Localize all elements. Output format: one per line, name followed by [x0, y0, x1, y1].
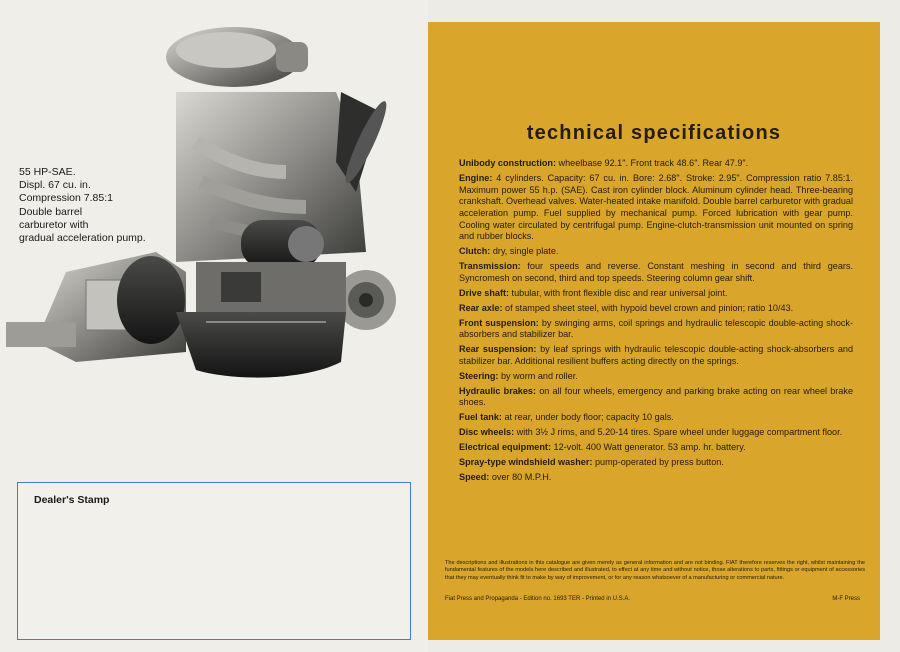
- spec-text: on all four wheels, emergency and parking brake acting on rear wheel brake shoes.: [459, 385, 854, 408]
- spec-text: of stamped sheet steel, with hypoid bevel crown and pinion; ratio 10/43.: [502, 302, 794, 313]
- spec-item: [459, 173, 853, 243]
- spec-text: tubular, with front flexible disc and rear universal joint.: [509, 287, 728, 298]
- spec-item: [459, 457, 853, 469]
- spec-label: Disc wheels:: [459, 427, 515, 438]
- spec-label: Hydraulic brakes:: [459, 385, 536, 396]
- spec-item: [459, 412, 853, 424]
- spec-label: Electrical equipment:: [459, 442, 551, 453]
- spec-item: [459, 472, 853, 484]
- spec-text: pump-operated by press button.: [592, 456, 724, 467]
- spec-item: [459, 371, 853, 383]
- spec-label: Steering:: [459, 370, 499, 381]
- spec-text: by worm and roller.: [498, 370, 578, 381]
- spec-item: [459, 427, 853, 439]
- spec-text: by leaf springs with hydraulic telescopic double-acting shock-absorbers and stabilizer bar. Additional resilient buffers acting directly on the springs.: [459, 344, 853, 366]
- spec-text: over 80 M.P.H.: [489, 471, 552, 482]
- specifications-panel: [428, 22, 880, 640]
- spec-item: [459, 386, 853, 409]
- specs-title: technical specifications: [526, 122, 782, 144]
- spec-text: with 3½ J rims, and 5.20-14 tires. Spare wheel under luggage compartment floor.: [514, 427, 843, 438]
- printer-footer: M-F Press: [832, 596, 860, 602]
- spec-label: Front suspension:: [459, 317, 539, 328]
- spec-text: at rear, under body floor; capacity 10 gals.: [501, 412, 674, 423]
- dealer-stamp-label: Dealer's Stamp: [34, 494, 110, 506]
- spec-item: [459, 158, 853, 170]
- spec-label: Rear suspension:: [459, 344, 537, 355]
- spec-text: dry, single plate.: [490, 246, 559, 257]
- spec-label: Speed:: [459, 471, 490, 482]
- spec-label: Fuel tank:: [459, 412, 502, 423]
- spec-label: Spray-type windshield washer:: [459, 456, 593, 467]
- spec-label: Unibody construction:: [459, 158, 556, 168]
- spec-text: four speeds and reverse. Constant meshing in second and third gears. Syncromesh on second, third and top speeds. Steering column gear shift.: [459, 261, 853, 283]
- spec-text: 4 cylinders. Capacity: 67 cu. in. Bore: 2.68". Stroke: 2.95". Compression ratio 7.85:1. Maximum power 55 h.p. (SAE). Cast iron cylinder block. Aluminum cylinder head. Three-bearing crankshaft. Overhead valves. Water-heated intake manifold. Double barrel carburetor with gradual acceleration pump. Fuel supplied by mechanical pump. Forced lubrication with gear pump. Cooling water circulated by centrifugal pump. Engine-clutch-transmission unit mounted on spring and rubber blocks.: [459, 172, 853, 242]
- spec-item: [459, 246, 853, 258]
- dealer-stamp-box: [17, 482, 411, 640]
- spec-item: [459, 344, 853, 367]
- spec-list: [459, 158, 853, 487]
- left-page: [0, 0, 428, 652]
- spec-item: [459, 303, 853, 315]
- spec-text: 12-volt. 400 Watt generator. 53 amp. hr. battery.: [550, 442, 746, 453]
- spec-label: Engine:: [459, 172, 493, 183]
- spec-item: [459, 288, 853, 300]
- spec-label: Transmission:: [459, 261, 521, 272]
- engine-caption: 55 HP-SAE. Displ. 67 cu. in. Compression 7.85:1 Double barrel carburetor with gradual acceleration pump.: [19, 166, 146, 245]
- spec-label: Rear axle:: [459, 302, 503, 313]
- spec-text: wheelbase 92.1". Front track 48.6". Rear 47.9".: [556, 158, 749, 168]
- spec-label: Drive shaft:: [459, 287, 510, 298]
- disclaimer-text: The descriptions and illustrations in this catalogue are given merely as general information and are not binding. FIAT therefore reserves the right, whilst maintaining the fundamental features of the models here described and illustrated, to effect at any time and without notice, those alterations to parts, fittings or equipment of accessories that they may eventually think fit to make by way of improvement, or for any reason whatsoever of a manufacturing or commercial nature.: [445, 560, 865, 581]
- spec-item: [459, 318, 853, 341]
- spec-item: [459, 442, 853, 454]
- spec-label: Clutch:: [459, 246, 491, 257]
- edition-footer: Fiat Press and Propaganda - Edition no. 1693 TER - Printed in U.S.A.: [445, 596, 630, 602]
- spec-text: by swinging arms, coil springs and hydraulic telescopic double-acting shock-absorbers and stabilizer bar.: [459, 317, 853, 340]
- spec-item: [459, 261, 853, 284]
